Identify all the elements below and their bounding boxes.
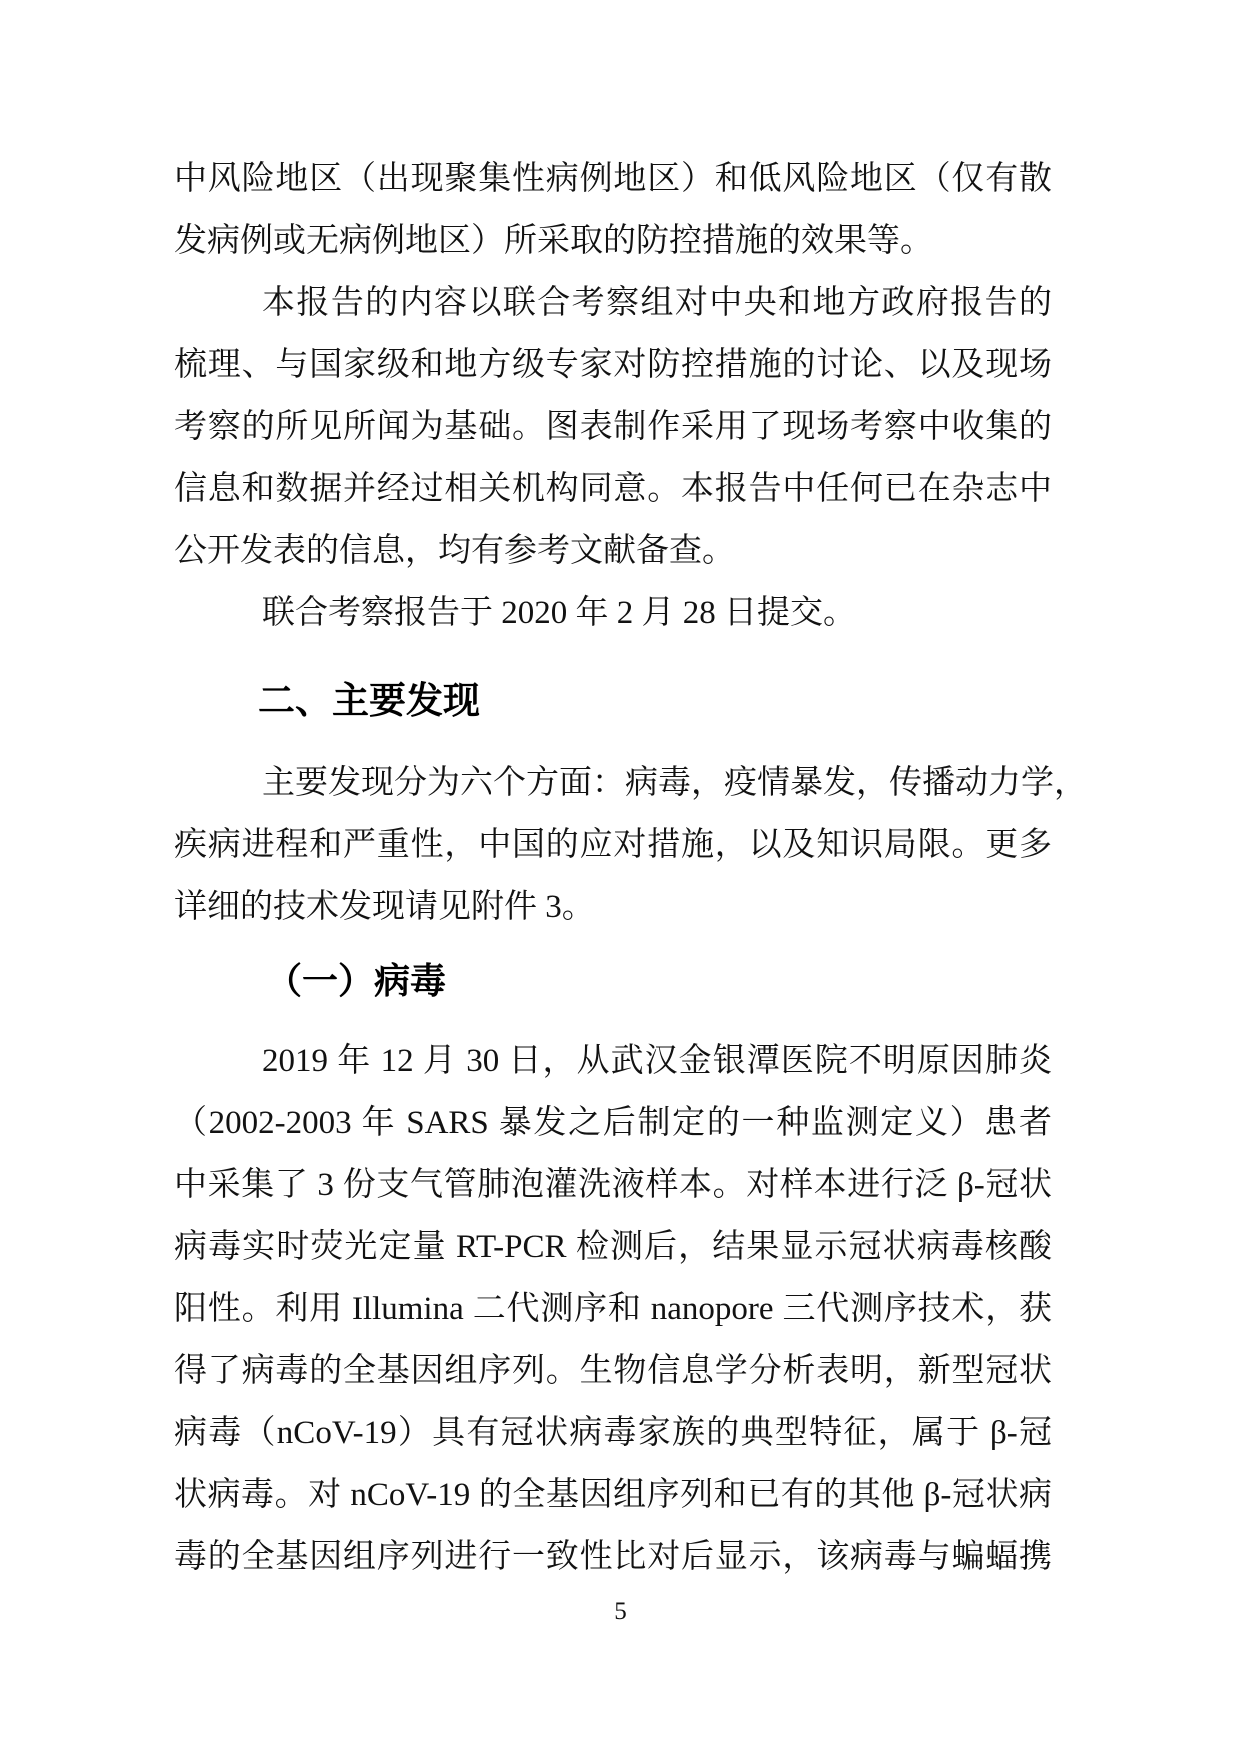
text-line: 主要发现分为六个方面：病毒，疫情暴发，传播动力学，	[262, 765, 1087, 801]
text-line: 信息和数据并经过相关机构同意。本报告中任何已在杂志中	[174, 471, 1052, 507]
text-line: 公开发表的信息，均有参考文献备查。	[174, 533, 735, 569]
paragraph-findings-overview	[174, 752, 1087, 938]
text-line: 考察的所见所闻为基础。图表制作采用了现场考察中收集的	[174, 409, 1052, 445]
text-line: 2019 年 12 月 30 日，从武汉金银潭医院不明原因肺炎	[262, 1043, 1052, 1079]
text-line: 状病毒。对 nCoV-19 的全基因组序列和已有的其他 β-冠状病	[174, 1477, 1052, 1513]
text-line: 毒的全基因组序列进行一致性比对后显示，该病毒与蝙蝠携	[174, 1539, 1052, 1575]
text-line: 联合考察报告于 2020 年 2 月 28 日提交。	[262, 595, 856, 631]
paragraph-risk-areas-continued	[174, 148, 1052, 272]
text-line: 梳理、与国家级和地方级专家对防控措施的讨论、以及现场	[174, 347, 1052, 383]
text-line: 病毒（nCoV-19）具有冠状病毒家族的典型特征，属于 β-冠	[174, 1415, 1052, 1451]
text-line: 本报告的内容以联合考察组对中央和地方政府报告的	[262, 285, 1052, 321]
text-line: 中采集了 3 份支气管肺泡灌洗液样本。对样本进行泛 β-冠状	[174, 1167, 1052, 1203]
paragraph-virus-discovery	[174, 1030, 1052, 1588]
text-line: 详细的技术发现请见附件 3。	[174, 889, 595, 925]
text-line: 得了病毒的全基因组序列。生物信息学分析表明，新型冠状	[174, 1353, 1052, 1389]
subsection-heading-virus: （一）病毒	[266, 961, 447, 1001]
text-line: （2002-2003 年 SARS 暴发之后制定的一种监测定义）患者	[174, 1105, 1052, 1141]
text-line: 阳性。利用 Illumina 二代测序和 nanopore 三代测序技术，获	[174, 1291, 1052, 1327]
paragraph-report-basis	[174, 272, 1052, 582]
text-line: 病毒实时荧光定量 RT-PCR 检测后，结果显示冠状病毒核酸	[174, 1229, 1052, 1265]
paragraph-submission-date	[174, 582, 1052, 644]
document-body	[174, 148, 1087, 1588]
text-line: 疾病进程和严重性，中国的应对措施，以及知识局限。更多	[174, 827, 1052, 863]
section-heading-main-findings: 二、主要发现	[258, 680, 480, 721]
text-line: 中风险地区（出现聚集性病例地区）和低风险地区（仅有散	[174, 161, 1052, 197]
page-number: 5	[614, 1598, 627, 1625]
text-line: 发病例或无病例地区）所采取的防控措施的效果等。	[174, 223, 933, 259]
